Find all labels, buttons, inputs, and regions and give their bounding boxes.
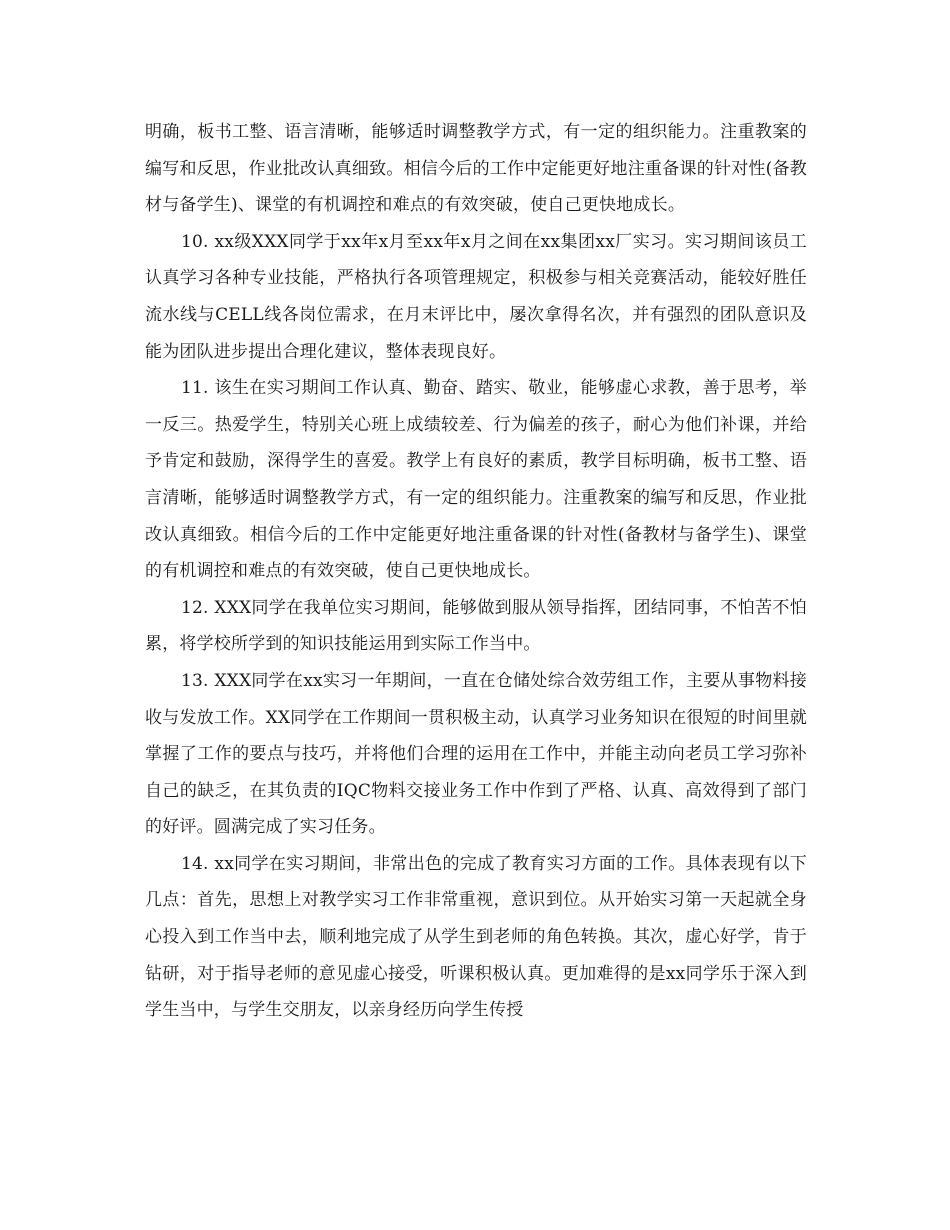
paragraph-13: 13. XXX同学在xx实习一年期间，一直在仓储处综合效劳组工作，主要从事物料接收与发放工作。XX同学在工作期间一贯积极主动，认真学习业务知识在很短的时间里就掌握了工作的要点与技巧，并将他们合理的运用在工作中，并能主动向老员工学习弥补自己的缺乏，在其负责的IQC物料交接业务工作中作到了严格、认真、高效得到了部门的好评。圆满完成了实习任务。 — [145, 670, 807, 838]
paragraph-12: 12. XXX同学在我单位实习期间，能够做到服从领导指挥，团结同事，不怕苦不怕累，将学校所学到的知识技能运用到实际工作当中。 — [145, 597, 807, 655]
paragraph-continued: 明确，板书工整、语言清晰，能够适时调整教学方式，有一定的组织能力。注重教案的编写和反思，作业批改认真细致。相信今后的工作中定能更好地注重备课的针对性(备教材与备学生)、课堂的有机调控和难点的有效突破，使自己更快地成长。 — [145, 122, 807, 216]
paragraph-11: 11. 该生在实习期间工作认真、勤奋、踏实、敬业，能够虚心求教，善于思考，举一反三。热爱学生，特别关心班上成绩较差、行为偏差的孩子，耐心为他们补课，并给予肯定和鼓励，深得学生的喜爱。教学上有良好的素质，教学目标明确，板书工整、语言清晰，能够适时调整教学方式，有一定的组织能力。注重教案的编写和反思，作业批改认真细致。相信今后的工作中定能更好地注重备课的针对性(备教材与备学生)、课堂的有机调控和难点的有效突破，使自己更快地成长。 — [145, 378, 807, 582]
document-body — [145, 114, 807, 1029]
paragraph-14: 14. xx同学在实习期间，非常出色的完成了教育实习方面的工作。具体表现有以下几点：首先，思想上对教学实习工作非常重视，意识到位。从开始实习第一天起就全身心投入到工作当中去，顺利地完成了从学生到老师的角色转换。其次，虚心好学，肯于钻研，对于指导老师的意见虚心接受，听课积极认真。更加难得的是xx同学乐于深入到学生当中，与学生交朋友，以亲身经历向学生传授 — [145, 853, 807, 1021]
paragraph-10: 10. xx级XXX同学于xx年x月至xx年x月之间在xx集团xx厂实习。实习期间该员工认真学习各种专业技能，严格执行各项管理规定，积极参与相关竞赛活动，能较好胜任流水线与CELL线各岗位需求，在月末评比中，屡次拿得名次，并有强烈的团队意识及能为团队进步提出合理化建议，整体表现良好。 — [145, 231, 807, 362]
